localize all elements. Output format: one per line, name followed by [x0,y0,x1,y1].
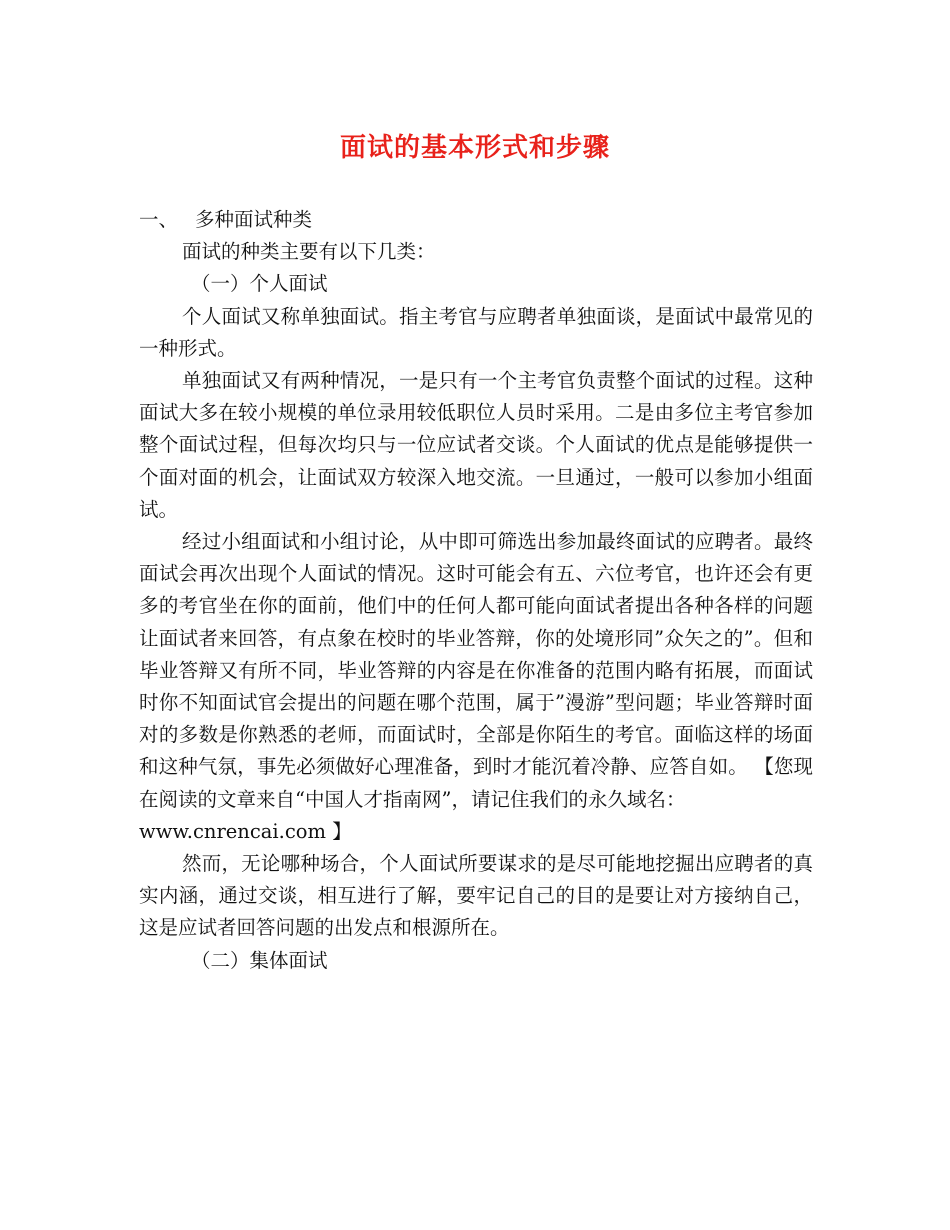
intro-paragraph: 面试的种类主要有以下几类： [182,240,436,264]
section-heading-1 [139,204,813,236]
paragraph-2: 单独面试又有两种情况，一是只有一个主考官负责整个面试的过程。这种面试大多在较小规模的单位录用较低职位人员时采用。二是由多位主考官参加整个面试过程，但每次均只与一位应试者交谈。个人面试的优点是能够提供一个面对面的机会，让面试双方较深入地交流。一旦通过，一般可以参加小组面试。 [139,369,813,521]
section-title: 多种面试种类 [195,208,313,231]
document-body [139,204,813,977]
section-number: 一、 [139,208,179,231]
subheading-group-interview: （二）集体面试 [191,948,328,972]
source-notice: 【您现在阅读的文章来自“中国人才指南网”，请记住我们的永久域名： [139,755,813,811]
paragraph-4: 然而，无论哪种场合，个人面试所要谋求的是尽可能地挖掘出应聘者的真实内涵，通过交谈，相互进行了解，要牢记自己的目的是要让对方接纳自己，这是应试者回答问题的出发点和根源所在。 [139,852,813,940]
paragraph-1: 个人面试又称单独面试。指主考官与应聘者单独面谈，是面试中最常见的一种形式。 [139,304,813,360]
subheading-individual-interview: （一）个人面试 [191,272,328,296]
source-url: www.cnrencai.com 】 [139,819,352,843]
document-title: 面试的基本形式和步骤 [339,133,610,163]
paragraph-3-text: 经过小组面试和小组讨论，从中即可筛选出参加最终面试的应聘者。最终面试会再次出现个人面试的情况。这时可能会有五、六位考官，也许还会有更多的考官坐在你的面前，他们中的任何人都可能向面试者提出各种各样的问题让面试者来回答，有点象在校时的毕业答辩，你的处境形同”众矢之的”。但和毕业答辩又有所不同，毕业答辩的内容是在你准备的范围内略有拓展，而面试时你不知面试官会提出的问题在哪个范围，属于”漫游”型问题；毕业答辩时面对的多数是你熟悉的老师，而面试时，全部是你陌生的考官。面临这样的场面和这种气氛，事先必须做好心理准备，到时才能沉着冷静、应答自如。 [139,530,813,779]
paragraph-3 [139,526,813,816]
